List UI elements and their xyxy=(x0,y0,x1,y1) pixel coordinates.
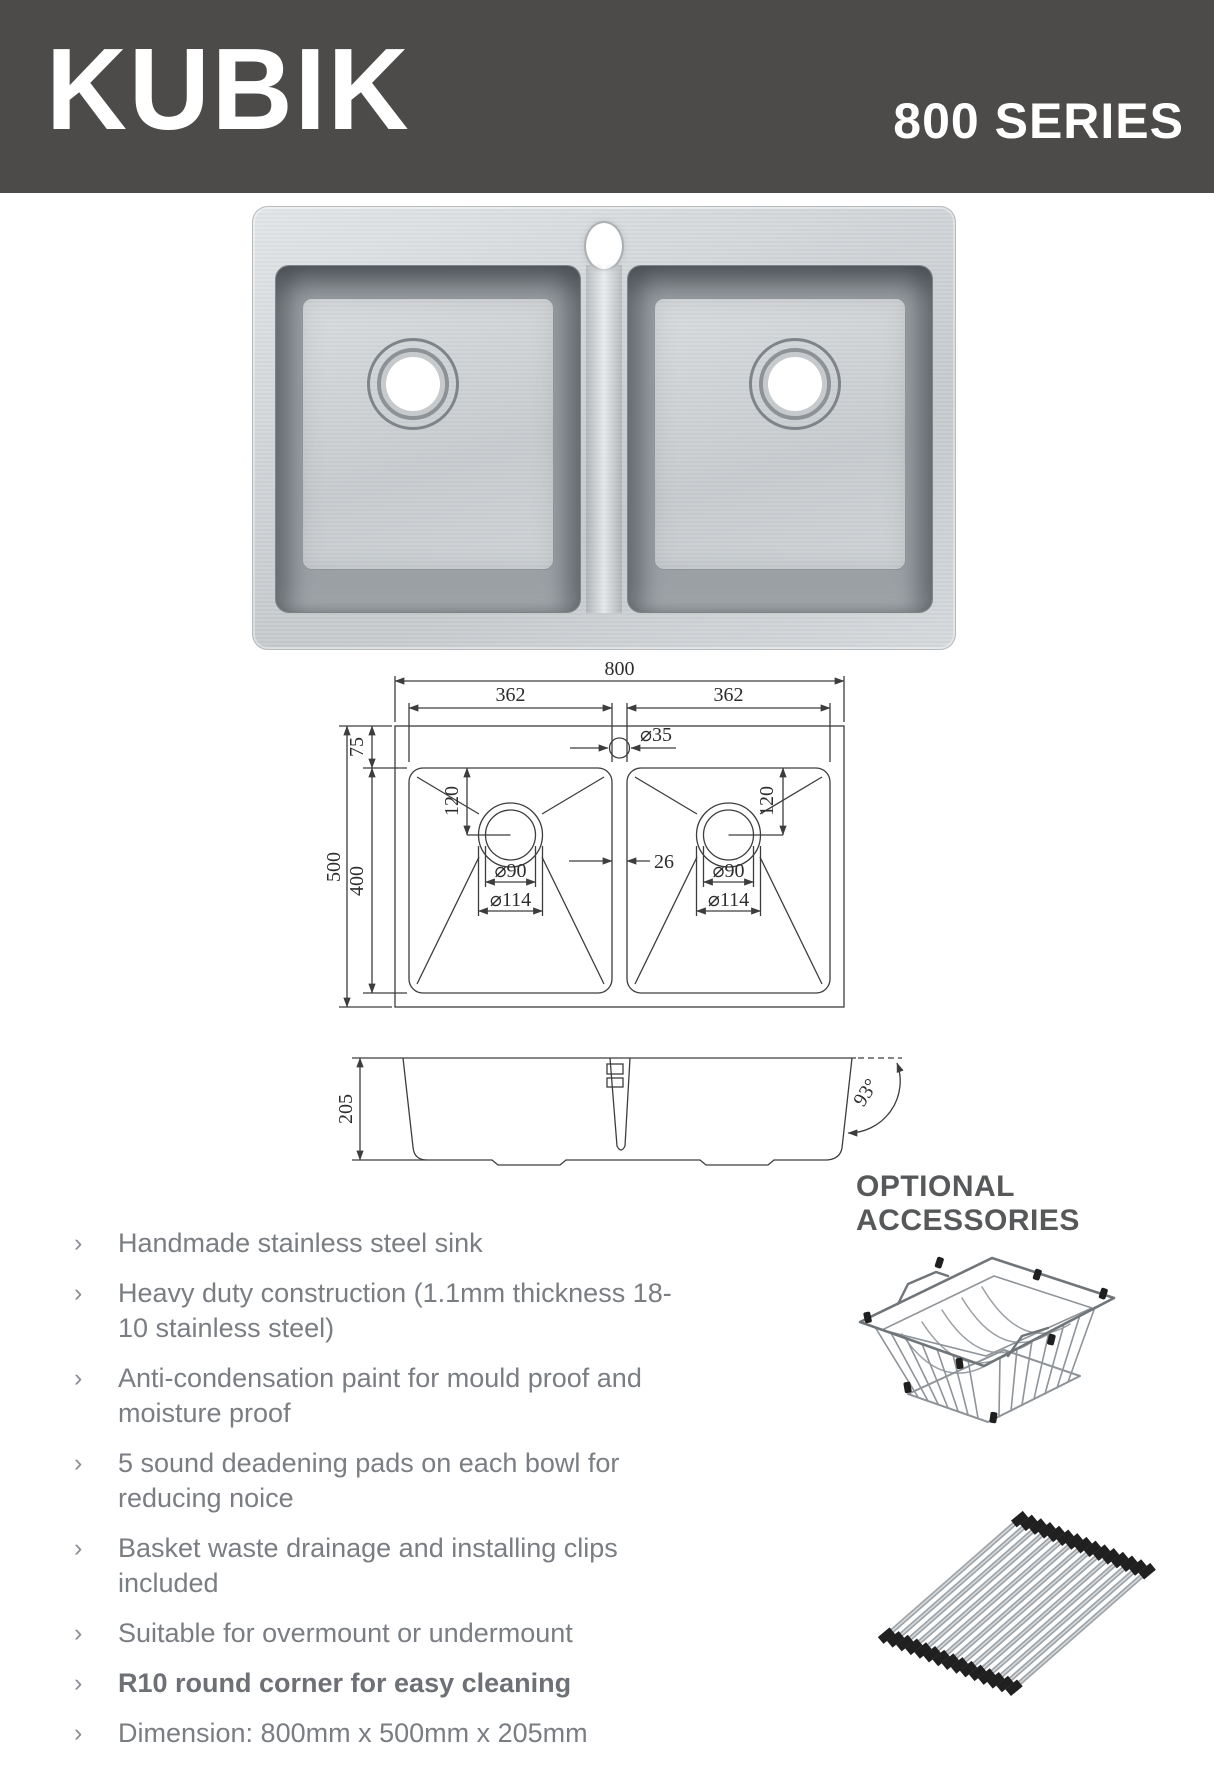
label-120-left: 120 xyxy=(441,786,463,816)
header-banner xyxy=(0,0,1214,193)
side-right-wall xyxy=(827,1058,852,1160)
product-photo xyxy=(252,206,956,650)
label-d90-right: ⌀90 xyxy=(712,860,745,882)
features-list xyxy=(74,1226,714,1766)
accessories-heading: OPTIONAL ACCESSORIES xyxy=(856,1170,1080,1237)
label-120-right: 120 xyxy=(756,786,778,816)
basket-outer-rim xyxy=(860,1258,1114,1366)
bowl-floor xyxy=(654,298,906,570)
chevron-bullet-icon: › xyxy=(74,1364,83,1392)
feature-text: Heavy duty construction (1.1mm thickness 18- xyxy=(118,1278,672,1308)
chevron-bullet-icon: › xyxy=(74,1534,83,1562)
chevron-bullet-icon: › xyxy=(74,1619,83,1647)
label-d35: ⌀35 xyxy=(639,724,673,746)
sink-bowl-right xyxy=(627,265,933,613)
drawing-labels xyxy=(323,658,883,1124)
drain-ring xyxy=(749,338,841,430)
brand-title: KUBIK xyxy=(46,24,411,155)
label-500: 500 xyxy=(323,852,345,882)
chevron-bullet-icon: › xyxy=(74,1669,83,1697)
bowl-floor xyxy=(302,298,554,570)
sink-bowl-left xyxy=(275,265,581,613)
feature-text: Dimension: 800mm x 500mm x 205mm xyxy=(118,1718,588,1748)
side-divider xyxy=(610,1058,630,1150)
label-362-right: 362 xyxy=(713,684,744,706)
feature-text: Basket waste drainage and installing clips xyxy=(118,1533,618,1563)
label-205: 205 xyxy=(335,1094,357,1124)
series-title: 800 SERIES xyxy=(893,93,1184,149)
feature-text: moisture proof xyxy=(118,1398,291,1428)
sink-rim xyxy=(252,206,956,650)
roll-up-rack-image xyxy=(845,1478,1165,1713)
chevron-bullet-icon: › xyxy=(74,1719,83,1747)
technical-drawing xyxy=(300,650,950,1210)
divider-clip-1 xyxy=(607,1064,623,1074)
ext-362 xyxy=(409,703,830,762)
feature-text: Handmade stainless steel sink xyxy=(118,1228,483,1258)
divider-clip-2 xyxy=(607,1078,623,1087)
mat-rods xyxy=(881,1514,1153,1692)
list-item xyxy=(74,1666,714,1701)
plan-view xyxy=(339,676,844,1007)
list-item xyxy=(74,1531,714,1601)
label-400: 400 xyxy=(346,866,368,896)
label-93deg: 93° xyxy=(849,1074,883,1111)
chevron-bullet-icon: › xyxy=(74,1449,83,1477)
feature-text: R10 round corner for easy cleaning xyxy=(118,1668,572,1698)
ext-205 xyxy=(352,1058,427,1160)
label-75: 75 xyxy=(346,737,368,757)
drain-ring xyxy=(367,338,459,430)
ext-400 xyxy=(363,768,407,993)
chevron-bullet-icon: › xyxy=(74,1279,83,1307)
feature-text: reducing noice xyxy=(118,1483,294,1513)
chevron-bullet-icon: › xyxy=(74,1229,83,1257)
feature-text: 10 stainless steel) xyxy=(118,1313,335,1343)
bowl-divider xyxy=(586,265,622,613)
drain-hole xyxy=(759,348,831,420)
side-view xyxy=(352,1058,902,1165)
list-item xyxy=(74,1226,714,1261)
label-362-left: 362 xyxy=(495,684,526,706)
list-item xyxy=(74,1446,714,1516)
basket-inner-rim xyxy=(882,1276,1092,1356)
list-item xyxy=(74,1361,714,1431)
label-26: 26 xyxy=(654,851,674,873)
side-bottom xyxy=(427,1160,827,1165)
label-800: 800 xyxy=(604,658,635,680)
label-d114-right: ⌀114 xyxy=(707,889,750,911)
ext-800 xyxy=(395,676,844,722)
feature-text: Suitable for overmount or undermount xyxy=(118,1618,573,1648)
list-item xyxy=(74,1616,714,1651)
label-d90-left: ⌀90 xyxy=(494,860,527,882)
wire-basket-image xyxy=(842,1242,1142,1452)
faucet-hole xyxy=(586,223,622,269)
feature-text: included xyxy=(118,1568,219,1598)
label-d114-left: ⌀114 xyxy=(489,889,532,911)
feature-text: 5 sound deadening pads on each bowl for xyxy=(118,1448,620,1478)
list-item xyxy=(74,1716,714,1751)
side-left-wall xyxy=(403,1058,427,1160)
list-item xyxy=(74,1276,714,1346)
drain-hole xyxy=(377,348,449,420)
feature-text: Anti-condensation paint for mould proof and xyxy=(118,1363,642,1393)
